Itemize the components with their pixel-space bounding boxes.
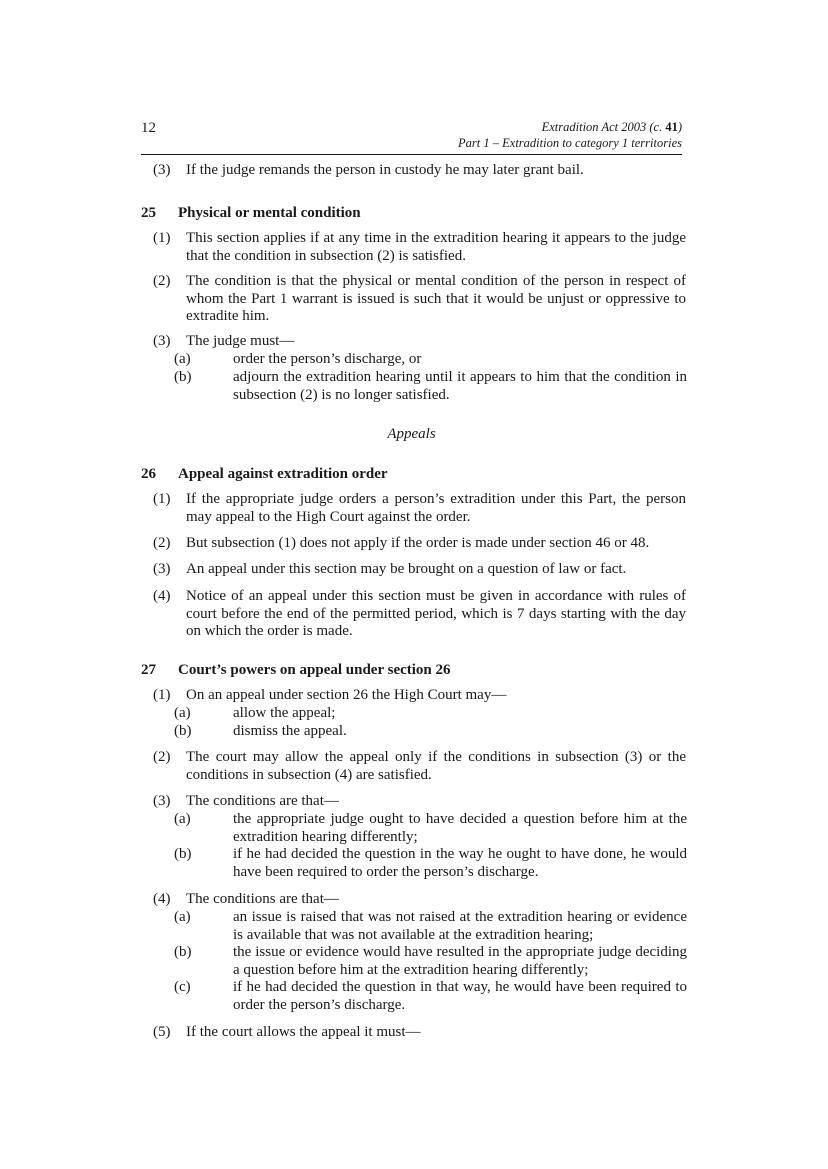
- subsection-number: (4): [153, 588, 171, 604]
- paragraph-text: allow the appeal;: [233, 705, 336, 721]
- subsection-number: (1): [153, 491, 171, 507]
- paragraph-text: if he had decided the question in that way, he would have been required to order the person’s discharge.: [233, 979, 687, 1013]
- paragraph-label: (a): [174, 811, 191, 827]
- subsection-text: On an appeal under section 26 the High Court may—: [186, 687, 507, 703]
- subsection-number: (2): [153, 273, 171, 289]
- paragraph-label: (a): [174, 351, 191, 367]
- subsection-number: (4): [153, 891, 171, 907]
- subsection-number: (3): [153, 333, 171, 349]
- subsection-number: (1): [153, 230, 171, 246]
- cross-heading: Appeals: [387, 426, 436, 442]
- act-chapter: 41: [665, 120, 678, 134]
- paragraph-text: adjourn the extradition hearing until it appears to him that the condition in subsection (2) is no longer satisfied.: [233, 369, 687, 403]
- subsection-text: This section applies if at any time in the extradition hearing it appears to the judge that the condition in subsection (2) is satisfied.: [186, 230, 686, 264]
- subsection-number: (2): [153, 535, 171, 551]
- subsection-number: (2): [153, 749, 171, 765]
- subsection-text: If the appropriate judge orders a person’s extradition under this Part, the person may appeal to the High Court against the order.: [186, 491, 686, 525]
- subsection-text: Notice of an appeal under this section must be given in accordance with rules of court before the end of the permitted period, which is 7 days starting with the day on which the order is made.: [186, 588, 686, 639]
- section-number: 25: [141, 205, 156, 221]
- subsection-number: (5): [153, 1024, 171, 1040]
- paragraph-label: (b): [174, 944, 192, 960]
- paragraph-text: if he had decided the question in the way he ought to have done, he would have been required to order the person’s discharge.: [233, 846, 687, 880]
- paragraph-text: dismiss the appeal.: [233, 723, 347, 739]
- subsection-text: The court may allow the appeal only if the conditions in subsection (3) or the conditions in subsection (4) are satisfied.: [186, 749, 686, 783]
- subsection-number: (3): [153, 162, 171, 178]
- subsection-number: (1): [153, 687, 171, 703]
- page-number: 12: [141, 120, 156, 136]
- paragraph-text: order the person’s discharge, or: [233, 351, 422, 367]
- subsection-text: The condition is that the physical or mental condition of the person in respect of whom the Part 1 warrant is issued is such that it would be unjust or oppressive to extradite him.: [186, 273, 686, 324]
- paragraph-label: (a): [174, 705, 191, 721]
- paragraph-label: (b): [174, 369, 192, 385]
- running-header-part: Part 1 – Extradition to category 1 territories: [458, 136, 682, 150]
- subsection-text: The conditions are that—: [186, 891, 339, 907]
- subsection-text: If the court allows the appeal it must—: [186, 1024, 421, 1040]
- act-title: Extradition Act 2003 (c.: [541, 120, 666, 134]
- section-heading: Physical or mental condition: [178, 205, 361, 221]
- subsection-text: The conditions are that—: [186, 793, 339, 809]
- subsection-number: (3): [153, 561, 171, 577]
- subsection-text: The judge must—: [186, 333, 295, 349]
- section-number: 27: [141, 662, 156, 678]
- subsection-text: An appeal under this section may be brought on a question of law or fact.: [186, 561, 627, 577]
- section-heading: Court’s powers on appeal under section 26: [178, 662, 451, 678]
- section-heading: Appeal against extradition order: [178, 466, 388, 482]
- paragraph-label: (c): [174, 979, 191, 995]
- paragraph-text: the issue or evidence would have resulted in the appropriate judge deciding a question before him at the extradition hearing differently;: [233, 944, 687, 978]
- subsection-text: If the judge remands the person in custody he may later grant bail.: [186, 162, 584, 178]
- paragraph-text: an issue is raised that was not raised at the extradition hearing or evidence is available that was not available at the extradition hearing;: [233, 909, 687, 943]
- act-title-end: ): [677, 120, 682, 134]
- running-header-act: [542, 120, 682, 135]
- paragraph-text: the appropriate judge ought to have decided a question before him at the extradition hearing differently;: [233, 811, 687, 845]
- header-rule: [141, 154, 682, 155]
- subsection-number: (3): [153, 793, 171, 809]
- paragraph-label: (a): [174, 909, 191, 925]
- paragraph-label: (b): [174, 846, 192, 862]
- subsection-text: But subsection (1) does not apply if the order is made under section 46 or 48.: [186, 535, 650, 551]
- paragraph-label: (b): [174, 723, 192, 739]
- section-number: 26: [141, 466, 156, 482]
